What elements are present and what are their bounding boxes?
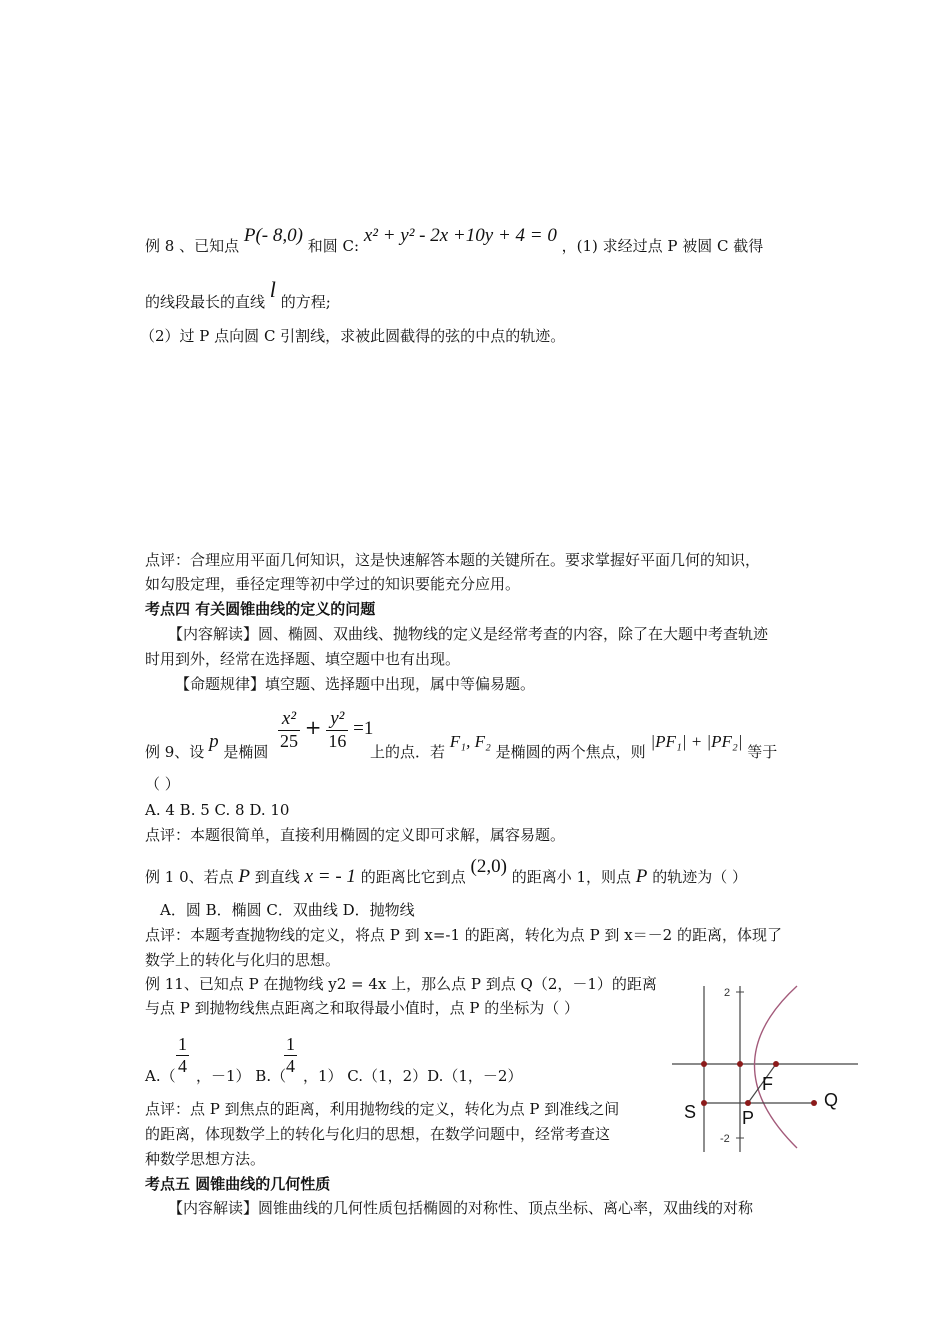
ex10-trajectory: 的轨迹为（ ）	[652, 868, 747, 886]
ex9-line1	[145, 731, 269, 762]
ex10-p-math-2: P	[635, 866, 648, 887]
kd4-read-line2: 时用到外，经常在选择题、填空题中也有出现。	[145, 650, 461, 668]
ex9-p-math: p	[209, 731, 219, 752]
ex9-ellipse-equation	[278, 708, 373, 752]
ex11-frac-a-num: 1	[178, 1034, 187, 1054]
ex10-point-math: (2,0)	[470, 856, 507, 877]
ex9-sum-math: |PF₁| + |PF₂|	[650, 732, 743, 751]
point-focus	[773, 1061, 779, 1067]
ex8-q1-part-c: 的方程;	[280, 293, 331, 311]
ex10-rest: 的距离小 1，则点	[511, 868, 632, 886]
parabola-curve	[755, 986, 798, 1148]
ex9-foci-math: F₁, F₂	[449, 732, 491, 751]
ex8-l-math: l	[269, 277, 276, 302]
ex11-frac-a	[176, 1034, 189, 1077]
ex8-q1-part-b: 的线段最长的直线	[145, 293, 266, 311]
kd4-rule: 【命题规律】填空题、选择题中出现，属中等偏易题。	[175, 675, 536, 693]
ex9-foci-text: 是椭圆的两个焦点，则	[495, 743, 646, 761]
ex10-intro: 例 1 0、若点	[145, 868, 234, 886]
ex11-review-line3: 种数学思想方法。	[145, 1150, 266, 1168]
ex11-frac-a-den: 4	[178, 1056, 187, 1076]
ex10-line1	[145, 856, 747, 887]
ex11-frac-b-num: 1	[286, 1034, 295, 1054]
ex11-frac-b-den: 4	[286, 1056, 295, 1076]
ex9-line1-rest	[370, 732, 778, 762]
ex10-p-math: P	[238, 866, 251, 887]
ex9-frac1-den: 25	[280, 731, 298, 751]
label-p: P	[742, 1108, 755, 1128]
point-s	[701, 1100, 707, 1106]
ex8-line2	[145, 277, 331, 312]
ex9-fraction-x	[278, 708, 300, 752]
ex9-fraction-y	[326, 708, 348, 752]
parabola-figure	[672, 982, 868, 1154]
ex8-circle-equation: x² + y² - 2x +10y + 4 = 0	[363, 225, 557, 246]
ex10-review-line2: 数学上的转化与化归的思想。	[145, 951, 341, 969]
review1-line1: 点评：合理应用平面几何知识，这是快速解答本题的关键所在。要求掌握好平面几何的知识，	[145, 551, 761, 569]
label-s: S	[684, 1102, 697, 1122]
ex9-review: 点评：本题很简单，直接利用椭圆的定义即可求解，属容易题。	[145, 826, 566, 844]
ex10-dist-text: 的距离比它到点	[360, 868, 466, 886]
ex11-options-a: A.（	[145, 1067, 176, 1085]
ex11-review-line2: 的距离，体现数学上的转化与化归的思想，在数学问题中，经常考查这	[145, 1125, 611, 1143]
tick-label-top: 2	[724, 987, 731, 999]
ex10-to-line: 到直线	[254, 868, 300, 886]
ex8-q2: （2）过 P 点向圆 C 引割线，求被此圆截得的弦的中点的轨迹。	[140, 327, 566, 345]
ex9-frac2-den: 16	[328, 731, 347, 751]
ex9-on-ellipse: 是椭圆	[223, 743, 269, 761]
point-p	[745, 1100, 751, 1106]
ex11-options-b: ，－1） B.（	[196, 1067, 287, 1085]
ex8-intro: 例 8 、已知点	[145, 237, 240, 255]
ex9-after: 上的点．若	[370, 743, 446, 761]
ex11-review-line1: 点评：点 P 到焦点的距离，利用抛物线的定义，转化为点 P 到准线之间	[145, 1100, 620, 1118]
kd5-title: 考点五 圆锥曲线的几何性质	[145, 1175, 331, 1193]
ex8-and-circle: 和圆 C:	[307, 237, 360, 255]
point-directrix-origin	[701, 1061, 707, 1067]
ex9-intro: 例 9、设	[145, 743, 205, 761]
ex9-plus: +	[304, 715, 322, 739]
ex10-review-line1: 点评：本题考查抛物线的定义，将点 P 到 x=-1 的距离，转化为点 P 到 x＝－2 的距离，体现了	[145, 926, 782, 944]
review1-line2: 如勾股定理，垂径定理等初中学过的知识要能充分应用。	[145, 575, 521, 593]
ex9-options: A. 4 B. 5 C. 8 D. 10	[145, 801, 290, 819]
kd4-title: 考点四 有关圆锥曲线的定义的问题	[145, 600, 376, 618]
ex10-line-math: x = - 1	[304, 866, 356, 887]
label-f: F	[762, 1074, 773, 1094]
tick-label-bottom: -2	[720, 1133, 730, 1145]
ex9-equals: 等于	[747, 743, 778, 761]
kd5-read-line1: 【内容解读】圆锥曲线的几何性质包括椭圆的对称性、顶点坐标、离心率，双曲线的对称	[168, 1199, 754, 1217]
ex11-options-rest: ，1） C.（1，2）D.（1，－2）	[303, 1067, 523, 1085]
ex9-paren: （ ）	[145, 775, 180, 793]
ex8-q1-part-a: ，(1) 求经过点 P 被圆 C 截得	[561, 237, 764, 255]
label-q: Q	[824, 1090, 839, 1110]
ex9-frac2-num: y²	[326, 708, 348, 731]
point-origin	[737, 1061, 743, 1067]
point-q	[811, 1100, 817, 1106]
ex8-point-math: P(- 8,0)	[243, 225, 303, 246]
ex11-line1: 例 11、已知点 P 在抛物线 y2 = 4x 上，那么点 P 到点 Q（2，－1）的距离	[145, 975, 657, 993]
ex9-eq-one: =1	[353, 718, 374, 739]
kd4-read-line1: 【内容解读】圆、椭圆、双曲线、抛物线的定义是经常考查的内容，除了在大题中考查轨迹	[168, 625, 769, 643]
ex11-line2: 与点 P 到抛物线焦点距离之和取得最小值时，点 P 的坐标为（ ）	[145, 999, 580, 1017]
ex8-line1	[145, 225, 764, 256]
ex9-frac1-num: x²	[278, 708, 300, 731]
ex10-options: A．圆 B．椭圆 C．双曲线 D．抛物线	[160, 901, 415, 919]
